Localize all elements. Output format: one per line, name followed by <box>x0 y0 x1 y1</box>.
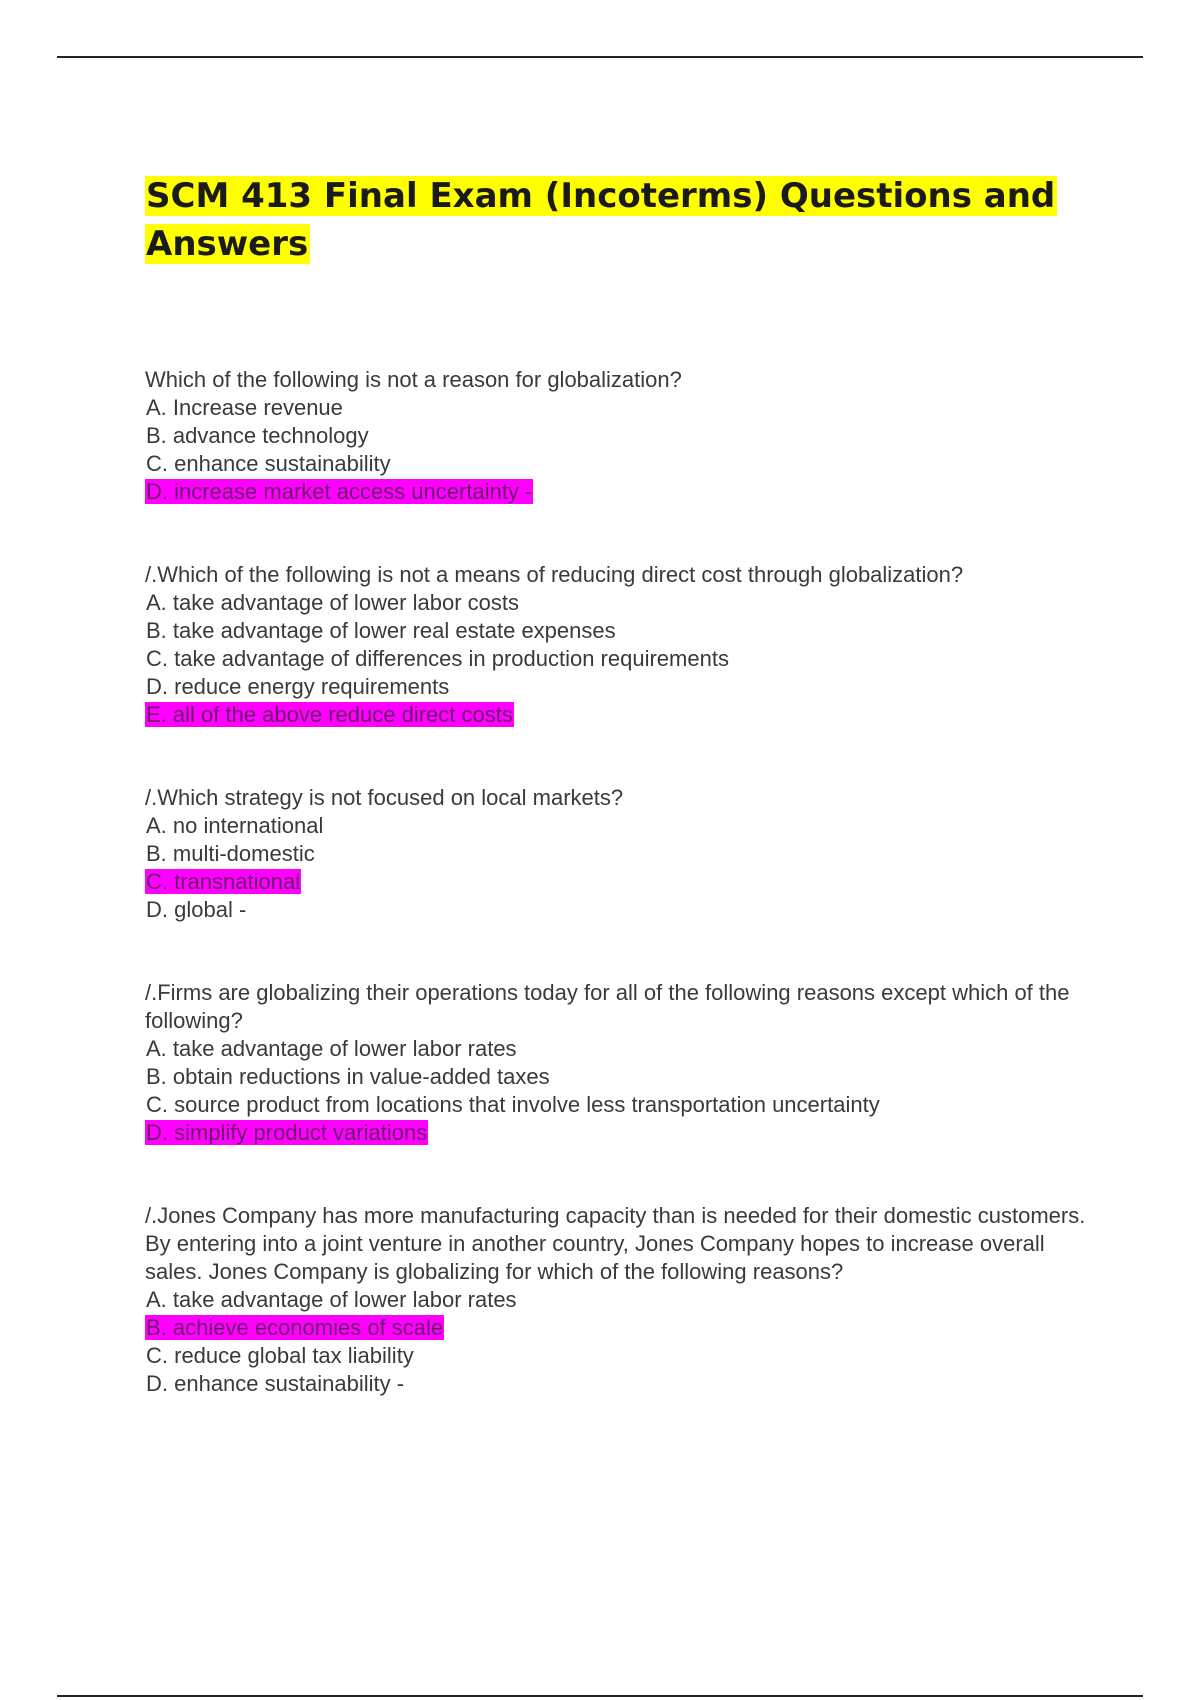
option-list <box>145 394 1105 506</box>
option-list <box>145 1035 1105 1147</box>
option-list <box>145 1286 1105 1398</box>
option-list <box>145 812 1105 924</box>
option-item: B. obtain reductions in value-added taxes <box>146 1064 550 1089</box>
option-item: A. take advantage of lower labor rates <box>146 1036 517 1061</box>
document-body <box>145 172 1105 1453</box>
question-item <box>145 784 1105 924</box>
option-item: B. take advantage of lower real estate expenses <box>146 618 616 643</box>
option-list <box>145 589 1105 729</box>
correct-answer-option: E. all of the above reduce direct costs <box>146 702 513 727</box>
option-item: D. reduce energy requirements <box>146 674 450 699</box>
question-text: /.Which of the following is not a means of reducing direct cost through globalization? <box>145 562 964 587</box>
question-item <box>145 366 1105 506</box>
option-item: A. take advantage of lower labor costs <box>146 590 519 615</box>
question-text: Which of the following is not a reason for globalization? <box>145 367 682 392</box>
question-text: /.Which strategy is not focused on local markets? <box>145 785 624 810</box>
option-item: C. take advantage of differences in production requirements <box>146 646 729 671</box>
correct-answer-option: D. simplify product variations <box>146 1120 428 1145</box>
question-text: /.Firms are globalizing their operations today for all of the following reasons except which of the following? <box>145 980 1070 1033</box>
option-item: B. multi-domestic <box>146 841 315 866</box>
option-item: B. advance technology <box>146 423 369 448</box>
correct-answer-option: C. transnational <box>146 869 301 894</box>
page-title-text: SCM 413 Final Exam (Incoterms) Questions and Answers <box>146 176 1056 264</box>
option-item: A. take advantage of lower labor rates <box>146 1287 517 1312</box>
correct-answer-option: B. achieve economies of scale <box>146 1315 444 1340</box>
bottom-rule <box>57 1695 1143 1697</box>
option-item: A. Increase revenue <box>146 395 343 420</box>
page-title <box>145 172 1105 268</box>
option-item: D. global - <box>146 897 247 922</box>
question-list <box>145 366 1105 1398</box>
option-item: C. enhance sustainability <box>146 451 391 476</box>
question-item <box>145 561 1105 729</box>
question-item <box>145 979 1105 1147</box>
top-rule <box>57 56 1143 58</box>
question-text: /.Jones Company has more manufacturing capacity than is needed for their domestic customers. By entering into a joint venture in another country, Jones Company hopes to increase overall sales. Jones Company is globalizing for which of the following reasons? <box>145 1203 1086 1284</box>
question-item <box>145 1202 1105 1398</box>
correct-answer-option: D. increase market access uncertainty - <box>146 479 533 504</box>
option-item: A. no international <box>146 813 324 838</box>
option-item: C. source product from locations that involve less transportation uncertainty <box>146 1092 880 1117</box>
option-item: C. reduce global tax liability <box>146 1343 414 1368</box>
option-item: D. enhance sustainability - <box>146 1371 405 1396</box>
